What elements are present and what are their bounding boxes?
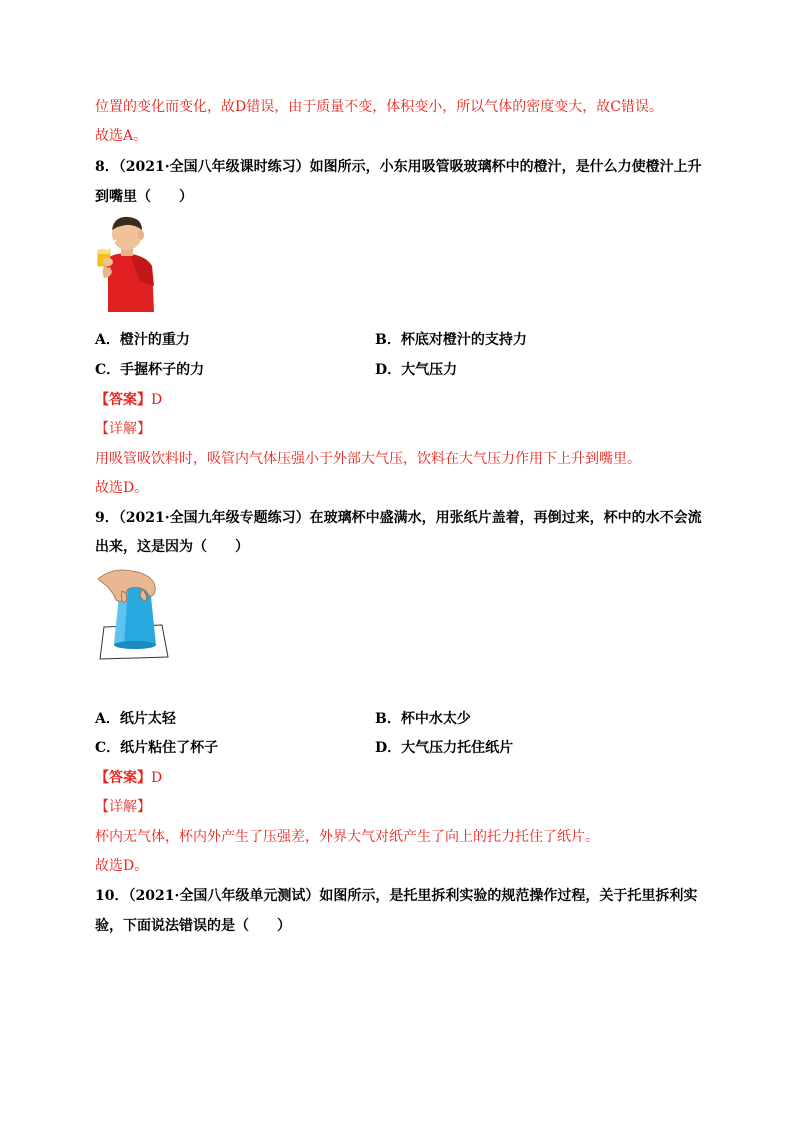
q8-detail-tag: 【详解】: [95, 421, 151, 437]
answer-tag: 【答案】: [95, 770, 151, 786]
q9-answer-value: D: [151, 770, 163, 786]
answer-tag: 【答案】: [95, 392, 151, 408]
q9-detail-text: 杯内无气体，杯内外产生了压强差，外界大气对纸产生了向上的托力托住了纸片。: [95, 829, 599, 845]
conclusion-line: 故选A。: [95, 128, 148, 144]
q8-answer-line: [95, 390, 162, 410]
question-10-stem-cont: 验，下面说法错误的是（ ）: [95, 918, 291, 934]
q9-option-c: C．纸片粘住了杯子: [95, 740, 219, 756]
question-9-stem-cont: 出来，这是因为（ ）: [95, 539, 249, 555]
explanation-line: 位置的变化而变化，故D错误，由于质量不变，体积变小，所以气体的密度变大，故C错误。: [95, 99, 663, 115]
q8-option-c: C．手握杯子的力: [95, 362, 205, 378]
question-8-stem-cont: 到嘴里（ ）: [95, 189, 193, 205]
q8-option-a: A．橙汁的重力: [95, 332, 190, 348]
question-8-stem: 8．（2021·全国八年级课时练习）如图所示，小东用吸管吸玻璃杯中的橙汁，是什么力使橙汁上升: [95, 159, 702, 175]
q9-option-b: B．杯中水太少: [375, 711, 471, 727]
q8-option-b: B．杯底对橙汁的支持力: [375, 332, 527, 348]
q8-answer-value: D: [151, 392, 163, 408]
boy-drinking-figure: [94, 216, 160, 314]
question-10-stem: 10．（2021·全国八年级单元测试）如图所示，是托里拆利实验的规范操作过程，关于托里拆利实: [95, 888, 698, 904]
q9-option-a: A．纸片太轻: [95, 711, 176, 727]
q9-detail-tag: 【详解】: [95, 799, 151, 815]
q9-answer-line: [95, 768, 162, 788]
q9-option-d: D．大气压力托住纸片: [375, 740, 514, 756]
inverted-cup-figure: [98, 565, 172, 661]
question-9-stem: 9．（2021·全国九年级专题练习）在玻璃杯中盛满水，用张纸片盖着，再倒过来，杯中的水不会流: [95, 510, 702, 526]
q9-conclusion: 故选D。: [95, 858, 149, 874]
q8-conclusion: 故选D。: [95, 480, 149, 496]
q8-option-d: D．大气压力: [375, 362, 458, 378]
q8-detail-text: 用吸管吸饮料时，吸管内气体压强小于外部大气压，饮料在大气压力作用下上升到嘴里。: [95, 451, 641, 467]
